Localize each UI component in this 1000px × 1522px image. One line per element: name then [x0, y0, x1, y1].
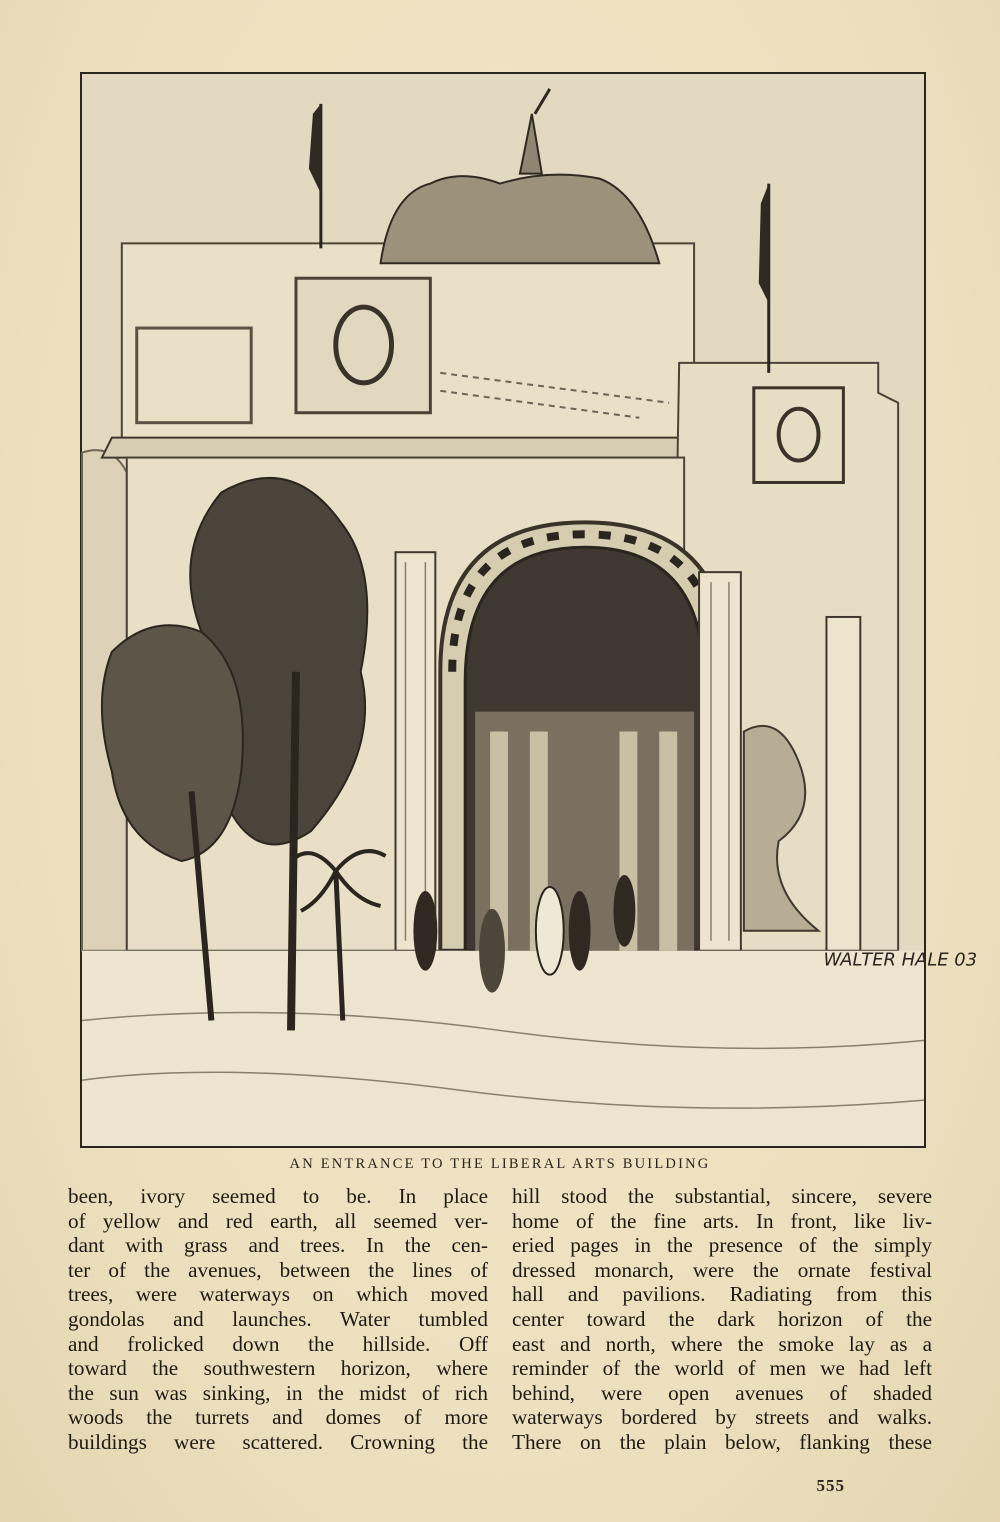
- text-line: waterways bordered by streets and walks.: [512, 1405, 932, 1430]
- text-line: gondolas and launches. Water tumbled: [68, 1306, 488, 1331]
- text-column-left: [68, 1184, 488, 1455]
- illustration-liberal-arts-entrance: [80, 72, 978, 1148]
- text-line: buildings were scattered. Crowning the: [68, 1429, 488, 1454]
- text-column-right: [512, 1184, 932, 1455]
- text-line: dant with grass and trees. In the cen-: [68, 1233, 488, 1258]
- text-line: woods the turrets and domes of more: [68, 1405, 488, 1430]
- text-line: ter of the avenues, between the lines of: [68, 1257, 488, 1282]
- text-line: trees, were waterways on which moved: [68, 1282, 488, 1307]
- text-line: and frolicked down the hillside. Off: [68, 1331, 488, 1356]
- text-line: eried pages in the presence of the simply: [512, 1233, 932, 1258]
- text-line: hall and pavilions. Radiating from this: [512, 1282, 932, 1307]
- text-line: the sun was sinking, in the midst of rich: [68, 1380, 488, 1405]
- text-line: east and north, where the smoke lay as a: [512, 1331, 932, 1356]
- text-line: center toward the dark horizon of the: [512, 1306, 932, 1331]
- text-line: been, ivory seemed to be. In place: [68, 1184, 488, 1208]
- arch-drawing: [82, 74, 978, 1146]
- text-line: hill stood the substantial, sincere, severe: [512, 1184, 932, 1208]
- text-line: toward the southwestern horizon, where: [68, 1356, 488, 1381]
- artist-signature: WALTER HALE 03: [823, 949, 978, 971]
- page-number: 555: [816, 1476, 845, 1495]
- text-line: reminder of the world of men we had left: [512, 1356, 932, 1381]
- text-line: behind, were open avenues of shaded: [512, 1380, 932, 1405]
- text-line: dressed monarch, were the ornate festival: [512, 1257, 932, 1282]
- text-line: There on the plain below, flanking these: [512, 1429, 932, 1454]
- text-line: of yellow and red earth, all seemed ver-: [68, 1208, 488, 1233]
- illustration-caption: AN ENTRANCE TO THE LIBERAL ARTS BUILDING: [289, 1156, 711, 1172]
- text-line: home of the fine arts. In front, like liv-: [512, 1208, 932, 1233]
